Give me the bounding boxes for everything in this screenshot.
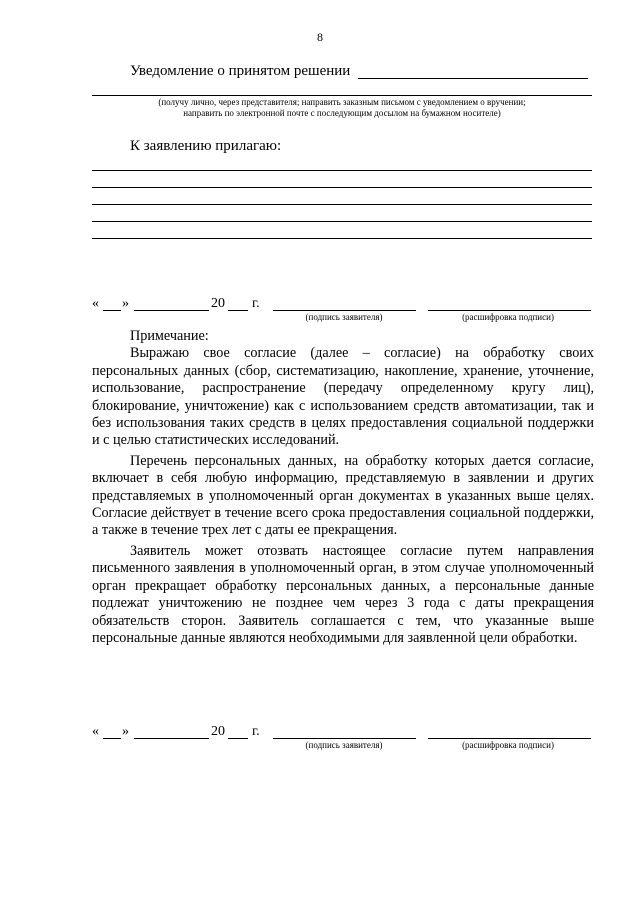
signature-decoding-field[interactable] bbox=[428, 310, 591, 311]
notification-label: Уведомление о принятом решении bbox=[130, 63, 351, 79]
decoding-caption: (расшифровка подписи) bbox=[462, 312, 554, 322]
day-field[interactable] bbox=[103, 310, 121, 311]
attachment-line-4[interactable] bbox=[92, 221, 592, 222]
year-suffix: г. bbox=[252, 724, 260, 739]
year-prefix: 20 bbox=[211, 296, 225, 311]
notification-footnote-1: (получу лично, через представителя; направить заказным письмом с уведомлением о вручении; bbox=[158, 97, 526, 107]
month-field[interactable] bbox=[134, 310, 209, 311]
signature-caption: (подпись заявителя) bbox=[305, 312, 383, 322]
signature-field[interactable] bbox=[273, 738, 416, 739]
attachment-line-1[interactable] bbox=[92, 170, 592, 171]
date-open-quote: « bbox=[92, 724, 99, 739]
note-title: Примечание: bbox=[130, 328, 209, 344]
notification-answer-line[interactable] bbox=[358, 78, 588, 79]
attachment-line-5[interactable] bbox=[92, 238, 592, 239]
date-close-quote: » bbox=[122, 296, 129, 311]
notification-footnote-2: направить по электронной почте с последующим досылом на бумажном носителе) bbox=[183, 108, 501, 118]
attachment-line-3[interactable] bbox=[92, 204, 592, 205]
page-number: 8 bbox=[317, 30, 323, 44]
notification-method-line[interactable] bbox=[92, 95, 592, 96]
signature-field[interactable] bbox=[273, 310, 416, 311]
decoding-caption: (расшифровка подписи) bbox=[462, 740, 554, 750]
day-field[interactable] bbox=[103, 738, 121, 739]
date-open-quote: « bbox=[92, 296, 99, 311]
attachment-label: К заявлению прилагаю: bbox=[130, 138, 282, 154]
date-close-quote: » bbox=[122, 724, 129, 739]
year-field[interactable] bbox=[228, 738, 248, 739]
note-paragraph-3: Заявитель может отозвать настоящее согласие путем направления письменного заявления в уполномоченный орган, в этом случае уполномоченный орган прекращает обработку персональных данных, а персональные данные подлежат уничтожению не позднее чем через 3 года с даты прекращения обязательств сторон. Заявитель соглашается с тем, что указанные выше персональные данные являются необходимыми для заявленной цели обработки. bbox=[92, 542, 594, 646]
note-paragraph-1: Выражаю свое согласие (далее – согласие) на обработку своих персональных данных (сбор, систематизацию, накопление, хранение, уточнение, использование, распространение (передачу определенному кругу лиц), блокирование, уничтожение) как с использованием средств автоматизации, так и без использования таких средств в целях предоставления социальной поддержки и с целью статистических исследований. bbox=[92, 345, 594, 449]
year-suffix: г. bbox=[252, 296, 260, 311]
note-paragraph-2: Перечень персональных данных, на обработку которых дается согласие, включает в себя любую информацию, представляемую в заявлении и других представляемых в уполномоченный орган документах в указанных выше целях. Согласие действует в течение всего срока предоставления социальной поддержки, а также в течение трех лет с даты ее прекращения. bbox=[92, 452, 594, 539]
note-section bbox=[92, 328, 594, 647]
attachment-line-2[interactable] bbox=[92, 187, 592, 188]
signature-decoding-field[interactable] bbox=[428, 738, 591, 739]
year-prefix: 20 bbox=[211, 724, 225, 739]
month-field[interactable] bbox=[134, 738, 209, 739]
signature-caption: (подпись заявителя) bbox=[305, 740, 383, 750]
year-field[interactable] bbox=[228, 310, 248, 311]
